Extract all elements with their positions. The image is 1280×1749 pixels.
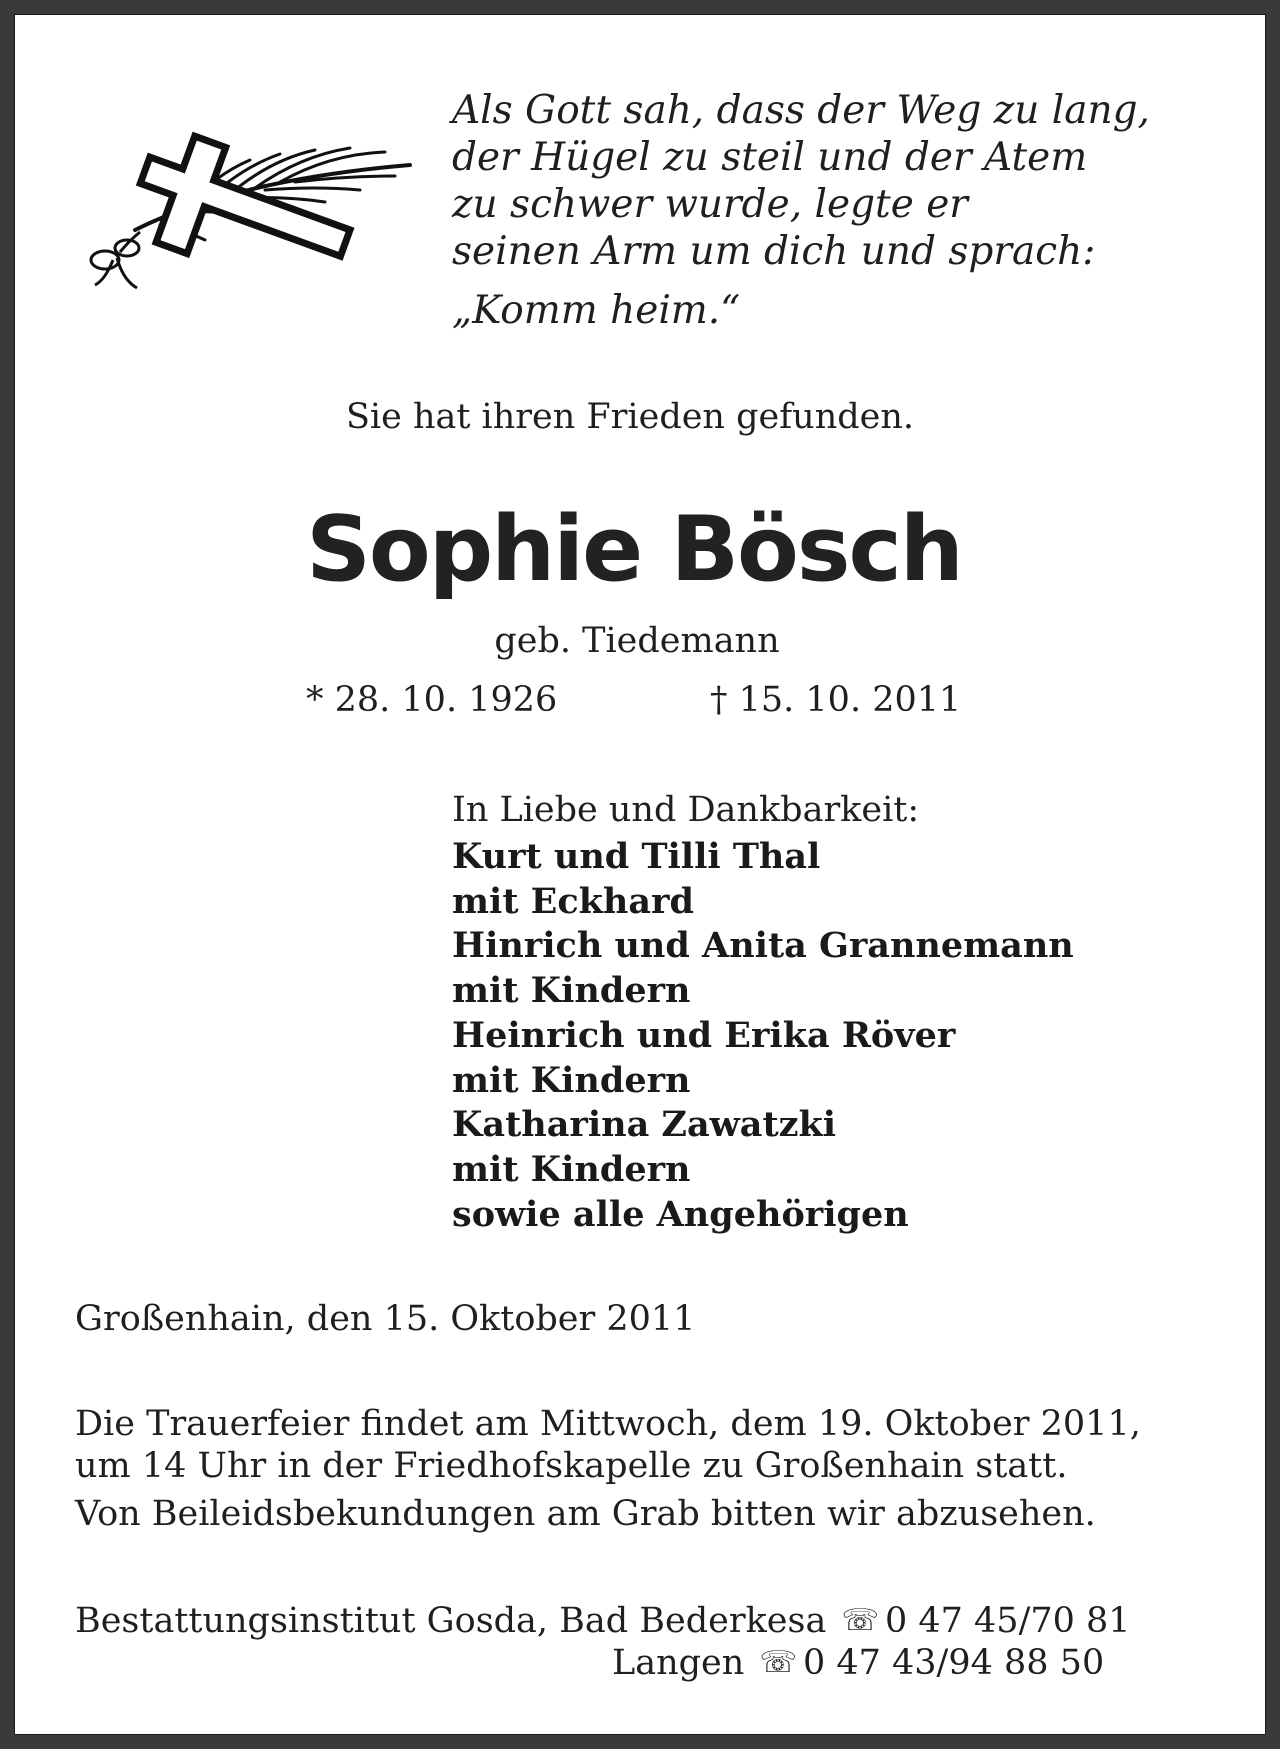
mourner-line: Katharina Zawatzki [452, 1104, 837, 1146]
undertaker-info [75, 1600, 1225, 1684]
ceremony-line: Von Beileidsbekundungen am Grab bitten wir abzusehen. [75, 1494, 1096, 1534]
death-date: † 15. 10. 2011 [710, 680, 962, 720]
mourner-line: mit Eckhard [452, 880, 694, 922]
ceremony-line: Die Trauerfeier findet am Mittwoch, dem 19. Oktober 2011, [75, 1404, 1141, 1444]
maiden-name [15, 619, 1265, 663]
mourners-intro: In Liebe und Dankbarkeit: [452, 790, 920, 830]
undertaker-phone-1: 0 47 45/70 81 [884, 1601, 1131, 1641]
peace-line [15, 395, 1265, 439]
birth-date: * 28. 10. 1926 [306, 680, 558, 720]
undertaker-phone-2: 0 47 43/94 88 50 [802, 1643, 1105, 1683]
ceremony-info [75, 1403, 1141, 1535]
poem-closing: „Komm heim.“ [452, 288, 741, 333]
maiden-name-text: geb. Tiedemann [494, 621, 780, 661]
undertaker-name: Bestattungsinstitut Gosda, Bad Bederkesa [75, 1601, 827, 1641]
poem-line: zu schwer wurde, legte er [452, 182, 968, 227]
peace-line-text: Sie hat ihren Frieden gefunden. [345, 397, 915, 437]
mourner-line: Kurt und Tilli Thal [452, 836, 821, 877]
poem-line: seinen Arm um dich und sprach: [452, 229, 1096, 274]
mourner-line: sowie alle Angehörigen [452, 1193, 909, 1235]
undertaker-location-2: Langen [612, 1643, 745, 1683]
mourner-line: mit Kindern [452, 1059, 691, 1101]
poem-line: Als Gott sah, dass der Weg zu lang, [452, 88, 1150, 133]
cross-with-palm-branch-icon [65, 120, 425, 300]
telephone-icon: ☏ [759, 1645, 797, 1680]
ceremony-line: um 14 Uhr in der Friedhofskapelle zu Großenhain statt. [75, 1446, 1068, 1486]
obituary-notice [14, 14, 1266, 1735]
mourner-line: Heinrich und Erika Röver [452, 1014, 956, 1056]
undertaker-row-1 [75, 1600, 1225, 1642]
poem-line: der Hügel zu steil und der Atem [452, 135, 1088, 180]
poem [452, 87, 1150, 334]
deceased-name [15, 495, 1265, 605]
mourner-line: mit Kindern [452, 970, 691, 1012]
mourner-line: mit Kindern [452, 1148, 691, 1190]
mourner-line: Hinrich und Anita Grannemann [452, 925, 1074, 967]
deceased-name-text: Sophie Bösch [306, 497, 962, 602]
mourners-list [452, 785, 1074, 1237]
undertaker-row-2 [75, 1642, 1225, 1684]
place-date: Großenhain, den 15. Oktober 2011 [75, 1299, 696, 1339]
telephone-icon: ☏ [841, 1603, 879, 1638]
